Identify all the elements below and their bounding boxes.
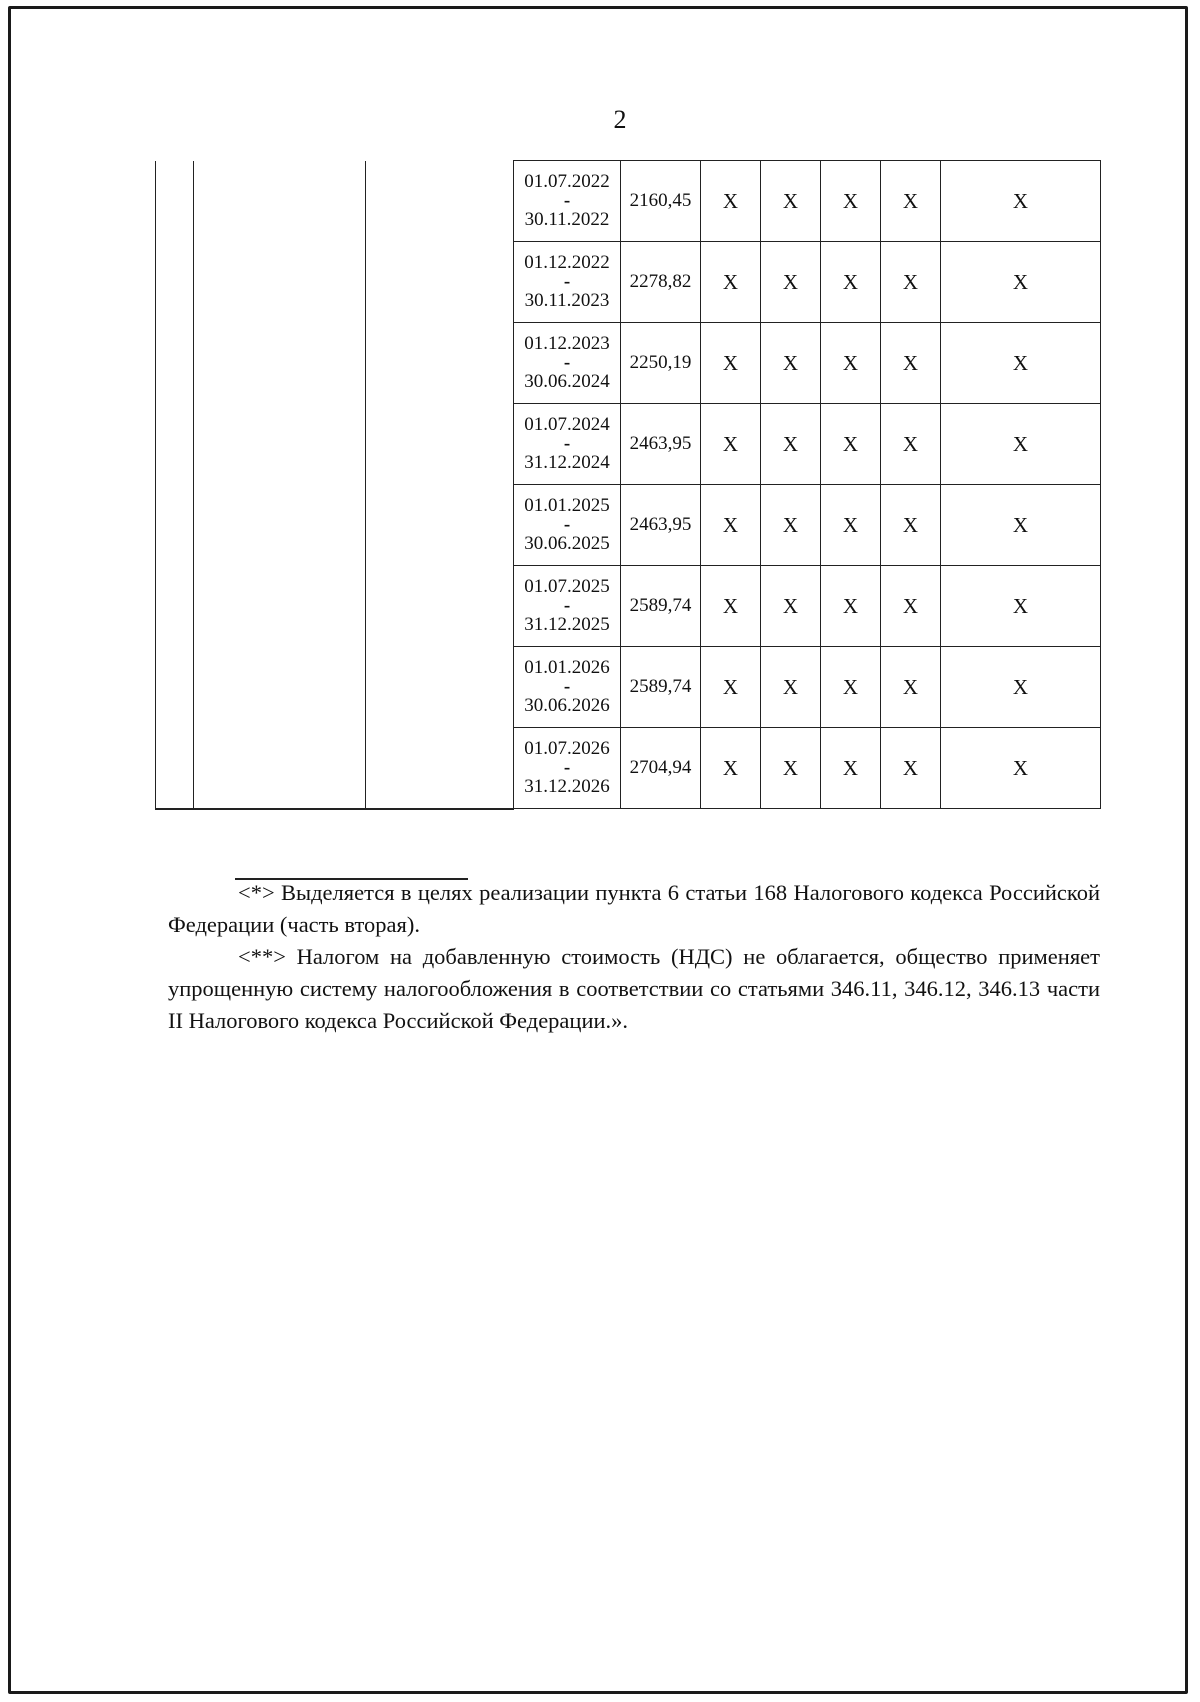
mark-cell: X [941, 323, 1101, 404]
period-end: 30.06.2025 [524, 533, 610, 554]
mark-cell: X [701, 728, 761, 809]
mark-cell: X [941, 566, 1101, 647]
period-start: 01.12.2022 [524, 252, 610, 273]
dash: - [563, 514, 571, 535]
footnote-2-text: <**> Налогом на добавленную стоимость (НДС) не облагается, общество применяет упрощенную систему налогообложения в соответствии со статьями 346.11, 346.12, 346.13 части II Налогового кодекса Российской Федерации.». [168, 944, 1100, 1033]
price-cell: 2589,74 [621, 647, 701, 728]
period-cell [514, 647, 621, 728]
period-start: 01.07.2025 [524, 576, 610, 597]
mark-cell: X [761, 566, 821, 647]
mark-cell: X [881, 404, 941, 485]
empty-cell [156, 161, 194, 809]
price-cell: 2704,94 [621, 728, 701, 809]
period-cell [514, 566, 621, 647]
mark-cell: X [821, 647, 881, 728]
mark-cell: X [701, 647, 761, 728]
mark-cell: X [701, 404, 761, 485]
footnote-2 [168, 941, 1100, 1037]
period-start: 01.12.2023 [524, 333, 610, 354]
mark-cell: X [941, 485, 1101, 566]
mark-cell: X [761, 728, 821, 809]
period-cell [514, 323, 621, 404]
period-cell [514, 404, 621, 485]
mark-cell: X [821, 566, 881, 647]
table-row [156, 161, 1101, 242]
period-cell [514, 485, 621, 566]
mark-cell: X [881, 161, 941, 242]
price-cell: 2160,45 [621, 161, 701, 242]
price-cell: 2589,74 [621, 566, 701, 647]
mark-cell: X [941, 647, 1101, 728]
price-cell: 2463,95 [621, 404, 701, 485]
mark-cell: X [761, 242, 821, 323]
mark-cell: X [821, 323, 881, 404]
mark-cell: X [881, 242, 941, 323]
period-end: 30.06.2026 [524, 695, 610, 716]
mark-cell: X [701, 485, 761, 566]
mark-cell: X [881, 647, 941, 728]
mark-cell: X [941, 404, 1101, 485]
tariff-table [155, 160, 1101, 810]
empty-cell [194, 161, 366, 809]
mark-cell: X [701, 566, 761, 647]
period-start: 01.07.2022 [524, 171, 610, 192]
period-start: 01.07.2024 [524, 414, 610, 435]
mark-cell: X [821, 728, 881, 809]
mark-cell: X [881, 728, 941, 809]
period-end: 30.06.2024 [524, 371, 610, 392]
mark-cell: X [941, 161, 1101, 242]
period-start: 01.07.2026 [524, 738, 610, 759]
mark-cell: X [821, 404, 881, 485]
period-start: 01.01.2025 [524, 495, 610, 516]
mark-cell: X [761, 161, 821, 242]
mark-cell: X [821, 485, 881, 566]
mark-cell: X [701, 242, 761, 323]
mark-cell: X [941, 242, 1101, 323]
period-cell [514, 242, 621, 323]
period-end: 31.12.2024 [524, 452, 610, 473]
dash: - [563, 190, 571, 211]
dash: - [563, 433, 571, 454]
mark-cell: X [761, 323, 821, 404]
dash: - [563, 271, 571, 292]
mark-cell: X [941, 728, 1101, 809]
mark-cell: X [761, 647, 821, 728]
price-cell: 2250,19 [621, 323, 701, 404]
period-end: 31.12.2025 [524, 614, 610, 635]
price-cell: 2463,95 [621, 485, 701, 566]
mark-cell: X [881, 485, 941, 566]
period-end: 31.12.2026 [524, 776, 610, 797]
period-start: 01.01.2026 [524, 657, 610, 678]
period-end: 30.11.2023 [524, 290, 610, 311]
mark-cell: X [821, 242, 881, 323]
mark-cell: X [881, 323, 941, 404]
mark-cell: X [701, 161, 761, 242]
period-cell [514, 161, 621, 242]
mark-cell: X [821, 161, 881, 242]
dash: - [563, 595, 571, 616]
dash: - [563, 676, 571, 697]
empty-cell [366, 161, 514, 809]
dash: - [563, 352, 571, 373]
mark-cell: X [761, 485, 821, 566]
footnote-1-text: <*> Выделяется в целях реализации пункта 6 статьи 168 Налогового кодекса Российской Федерации (часть вторая). [168, 880, 1100, 937]
price-cell: 2278,82 [621, 242, 701, 323]
footnote-1 [168, 877, 1100, 941]
period-cell [514, 728, 621, 809]
period-end: 30.11.2022 [524, 209, 610, 230]
mark-cell: X [881, 566, 941, 647]
page-number: 2 [613, 105, 627, 134]
mark-cell: X [761, 404, 821, 485]
dash: - [563, 757, 571, 778]
mark-cell: X [701, 323, 761, 404]
